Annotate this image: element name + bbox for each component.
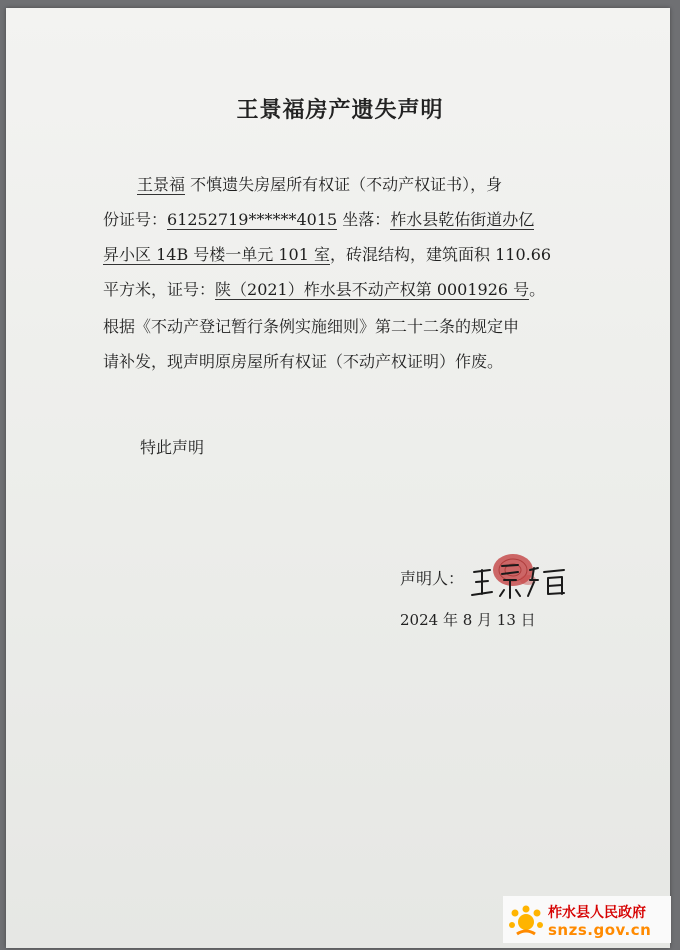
signer-label: 声明人： — [400, 569, 465, 588]
cert-number: 陕（2021）柞水县不动产权第 0001926 号 — [215, 280, 530, 299]
closing-statement: 特此声明 — [140, 438, 205, 457]
declarant-name: 王景福 — [137, 175, 186, 194]
address-part1: 柞水县乾佑街道办亿 — [390, 210, 535, 229]
body-line-6: 请补发，现声明原房屋所有权证（不动产权证明）作废。 — [103, 352, 504, 371]
line1-text: 不慎遗失房屋所有权证（不动产权证书），身 — [190, 175, 503, 194]
body-line-1 — [103, 175, 502, 195]
cert-label: 平方米，证号： — [103, 280, 216, 299]
footer-website: snzs.gov.cn — [548, 921, 652, 939]
id-number: 61252719******4015 — [167, 210, 338, 229]
body-line-5: 根据《不动产登记暂行条例实施细则》第二十二条的规定申 — [103, 317, 520, 336]
sun-logo-icon — [507, 900, 545, 938]
line4-suffix: 。 — [529, 280, 546, 299]
id-label: 份证号： — [103, 210, 168, 229]
watermark-footer — [503, 896, 671, 943]
handwritten-signature — [468, 550, 578, 602]
body-line-4 — [103, 280, 545, 300]
body-line-2 — [103, 210, 534, 230]
document-paper — [6, 8, 670, 948]
statement-date: 2024 年 8 月 13 日 — [400, 611, 536, 629]
location-label: 坐落： — [342, 210, 391, 229]
body-line-3 — [103, 245, 551, 265]
document-title: 王景福房产遗失声明 — [236, 98, 444, 123]
footer-org-name: 柞水县人民政府 — [548, 905, 646, 921]
address-part2: 昇小区 14B 号楼一单元 101 室 — [103, 245, 331, 264]
line3-text: ，砖混结构，建筑面积 110.66 — [330, 245, 552, 264]
